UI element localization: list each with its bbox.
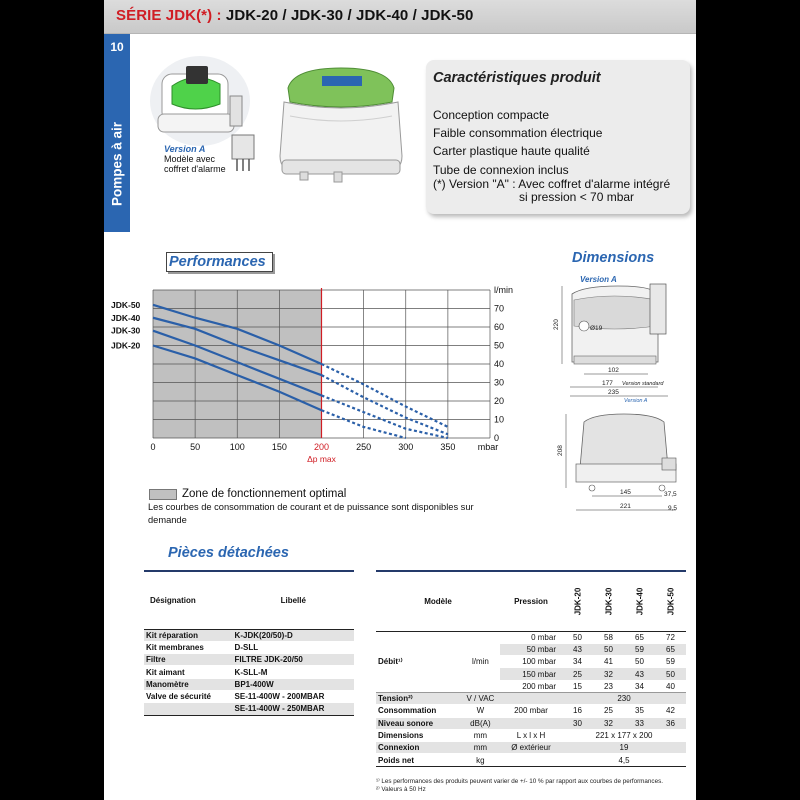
series-dashed-jdk-50 — [322, 364, 448, 427]
spec-connexion-value: 19 — [562, 742, 686, 754]
spec-dimensions-unit: mm — [461, 729, 500, 741]
page-header — [104, 0, 696, 34]
table-row — [144, 654, 354, 666]
max-pressure-label: Δp max — [307, 454, 336, 464]
table-row — [376, 705, 686, 717]
spec-tension-label: Tension²⁾ — [376, 692, 461, 704]
table-row — [144, 666, 354, 678]
spec-value: 35 — [624, 705, 655, 717]
x-tick-label: 200 — [313, 442, 330, 452]
version-a-caption-line1: Modèle avec — [164, 154, 216, 164]
dim-width-221: 221 — [620, 503, 631, 510]
spec-value: 36 — [655, 717, 686, 729]
series-label-jdk-30: JDK-30 — [111, 325, 141, 336]
y-tick-label: 20 — [494, 396, 505, 406]
part-designation: Kit membranes — [146, 642, 204, 652]
chart-note: Les courbes de consommation de courant et de puissance sont disponibles sur demande — [148, 502, 474, 525]
y-tick-label: 30 — [494, 377, 505, 388]
x-unit-label: mbar — [477, 442, 499, 452]
features-note-line1: (*) Version "A" : Avec coffret d'alarme intégré — [433, 177, 671, 191]
y-tick-label: 0 — [494, 433, 500, 443]
part-designation: Kit réparation — [144, 629, 233, 641]
part-ref: D-SLL — [234, 642, 259, 652]
spec-pressure: 50 mbar — [500, 643, 562, 655]
category-label: Pompes à air — [109, 121, 125, 207]
y-tick-label: 60 — [494, 322, 505, 332]
spec-pressure: 200 mbar — [500, 680, 562, 692]
table-row — [376, 717, 686, 729]
page-title — [116, 7, 473, 24]
dimension-drawing-side — [544, 408, 696, 518]
spec-header-pressure: Pression — [514, 596, 548, 606]
spec-value: 59 — [624, 643, 655, 655]
table-row — [376, 742, 686, 754]
dim-width-145: 145 — [620, 489, 631, 496]
dim-version-a-small: Version A — [624, 398, 648, 404]
product-page — [104, 0, 696, 800]
feature-item: Faible consommation électrique — [433, 126, 603, 141]
x-tick-label: 300 — [398, 442, 414, 452]
spec-dimensions-label: Dimensions — [376, 729, 461, 741]
parts-header-designation: Désignation — [150, 595, 196, 605]
dimension-drawing-front — [544, 270, 696, 405]
spec-header-model: Modèle — [424, 596, 452, 606]
part-designation: Manomètre — [144, 678, 233, 690]
features-title: Caractéristiques produit — [433, 70, 601, 86]
spec-value: 25 — [593, 705, 624, 717]
spec-conso-label: Consommation — [376, 705, 461, 717]
product-main-image — [274, 60, 409, 190]
footnote-2: ²⁾ Valeurs à 50 Hz — [376, 786, 426, 793]
spec-value: 40 — [655, 680, 686, 692]
spec-conso-unit: W — [461, 705, 500, 717]
spec-value: 25 — [562, 668, 593, 680]
table-row — [376, 692, 686, 704]
table-row — [376, 729, 686, 741]
spec-header-jdk50: JDK-50 — [665, 587, 675, 616]
version-a-label: Version A — [164, 144, 206, 154]
series-label: SÉRIE JDK(*) : — [116, 7, 222, 24]
part-ref: K-JDK(20/50)-D — [233, 629, 354, 641]
part-ref: SE-11-400W - 200MBAR — [234, 692, 325, 702]
y-unit-label: l/min — [494, 285, 514, 295]
table-row — [144, 641, 354, 653]
dim-width-102: 102 — [608, 367, 619, 374]
table-row — [144, 690, 354, 702]
dim-37-5: 37,5 — [664, 491, 677, 498]
spec-value: 50 — [624, 656, 655, 668]
spec-pressure: 0 mbar — [500, 631, 562, 643]
part-ref: SE-11-400W - 250MBAR — [233, 703, 354, 715]
spec-connexion-label: Connexion — [376, 742, 461, 754]
spec-value: 16 — [562, 705, 593, 717]
side-tab — [104, 34, 130, 232]
table-row — [376, 754, 686, 766]
parts-table — [144, 570, 354, 716]
spec-value: 43 — [624, 668, 655, 680]
spec-noise-unit: dB(A) — [461, 717, 500, 729]
spec-connexion-unit: mm — [461, 742, 500, 754]
version-a-caption — [164, 144, 226, 174]
spec-value: 65 — [655, 643, 686, 655]
features-note — [433, 178, 670, 204]
spec-value: 43 — [562, 643, 593, 655]
x-tick-label: 250 — [356, 442, 372, 452]
spec-value: 32 — [593, 668, 624, 680]
spec-pressure: 150 mbar — [500, 668, 562, 680]
dim-standard-label: Version standard — [622, 381, 664, 387]
part-ref: BP1-400W — [233, 678, 354, 690]
spec-value: 41 — [593, 656, 624, 668]
series-label-jdk-40: JDK-40 — [111, 312, 141, 323]
models-label: JDK-20 / JDK-30 / JDK-40 / JDK-50 — [225, 7, 474, 24]
part-designation: Filtre — [144, 654, 233, 666]
spec-value: 34 — [624, 680, 655, 692]
features-list — [433, 106, 602, 179]
x-tick-label: 0 — [150, 442, 156, 452]
table-row — [144, 703, 354, 715]
dim-diameter: Ø19 — [590, 325, 603, 332]
table-row — [144, 629, 354, 641]
y-tick-label: 10 — [494, 414, 505, 425]
features-note-line2: si pression < 70 mbar — [519, 190, 635, 204]
spec-connexion-pressure: Ø extérieur — [500, 742, 562, 754]
spec-value: 50 — [593, 643, 624, 655]
x-tick-label: 100 — [229, 442, 245, 452]
spec-header-jdk40: JDK-40 — [634, 587, 644, 616]
part-designation: Valve de sécurité — [146, 692, 211, 702]
dim-width-235: 235 — [608, 389, 619, 396]
x-tick-label: 150 — [271, 442, 287, 452]
spec-value: 50 — [562, 631, 593, 643]
spec-weight-value: 4,5 — [562, 754, 686, 766]
table-row — [376, 631, 686, 643]
series-dashed-jdk-40 — [322, 375, 448, 434]
spec-dimensions-value: 221 x 177 x 200 — [562, 729, 686, 741]
features-box — [426, 60, 690, 214]
spec-value: 33 — [624, 717, 655, 729]
series-label-jdk-20: JDK-20 — [111, 340, 141, 351]
spec-noise-label: Niveau sonore — [376, 717, 461, 729]
x-tick-label: 350 — [440, 442, 456, 452]
dim-height-side: 208 — [557, 445, 564, 456]
drawing-version-label: Version A — [580, 275, 617, 284]
x-tick-label: 50 — [190, 442, 201, 452]
y-tick-label: 50 — [494, 340, 505, 351]
specifications-table — [376, 570, 686, 767]
spec-value: 42 — [655, 705, 686, 717]
table-row — [144, 678, 354, 690]
spec-dimensions-pressure: L x l x H — [500, 729, 562, 741]
version-a-caption-line2: coffret d'alarme — [164, 164, 226, 174]
part-ref: FILTRE JDK-20/50 — [233, 654, 354, 666]
spec-header-jdk30: JDK-30 — [603, 587, 613, 616]
dimensions-title: Dimensions — [572, 250, 655, 266]
spec-debit-unit: l/min — [461, 631, 500, 692]
spec-value: 65 — [624, 631, 655, 643]
spec-tension-unit: V / VAC — [461, 692, 500, 704]
performance-chart — [104, 276, 514, 476]
feature-item: Tube de connexion inclus — [433, 162, 569, 177]
performances-title: Performances — [166, 252, 273, 272]
alarm-box-image — [229, 133, 259, 173]
series-label-jdk-50: JDK-50 — [111, 299, 141, 310]
y-tick-label: 40 — [494, 359, 505, 369]
spec-value: 34 — [562, 656, 593, 668]
dim-9-5: 9,5 — [668, 505, 678, 512]
spec-conso-pressure: 200 mbar — [500, 705, 562, 717]
spec-value: 59 — [655, 656, 686, 668]
spec-value: 72 — [655, 631, 686, 643]
spec-value: 15 — [562, 680, 593, 692]
spec-value: 30 — [562, 717, 593, 729]
footnotes — [376, 778, 663, 794]
parts-header-libelle: Libellé — [280, 595, 306, 605]
spec-value: 50 — [655, 668, 686, 680]
spec-value: 23 — [593, 680, 624, 692]
dim-width-177: 177 — [602, 380, 613, 387]
spec-debit-label: Débit¹⁾ — [376, 631, 461, 692]
parts-title: Pièces détachées — [168, 545, 289, 561]
spec-value: 58 — [593, 631, 624, 643]
spec-tension-value: 230 — [562, 692, 686, 704]
spec-value: 32 — [593, 717, 624, 729]
part-designation — [144, 703, 233, 715]
page-number: 10 — [110, 40, 124, 54]
spec-weight-unit: kg — [461, 754, 500, 766]
y-tick-label: 70 — [494, 303, 505, 314]
part-designation: Kit aimant — [146, 667, 185, 677]
feature-item: Carter plastique haute qualité — [433, 144, 590, 159]
footnote-1: ¹⁾ Les performances des produits peuvent varier de +/- 10 % par rapport aux courbes de performances. — [376, 778, 663, 785]
spec-weight-label: Poids net — [376, 754, 461, 766]
legend-swatch — [149, 489, 177, 500]
part-ref: K-SLL-M — [234, 667, 268, 677]
feature-item: Conception compacte — [433, 108, 550, 122]
spec-header-jdk20: JDK-20 — [572, 587, 582, 616]
legend-label: Zone de fonctionnement optimal — [182, 488, 347, 500]
dim-height-top: 220 — [553, 319, 560, 330]
spec-pressure: 100 mbar — [500, 656, 562, 668]
